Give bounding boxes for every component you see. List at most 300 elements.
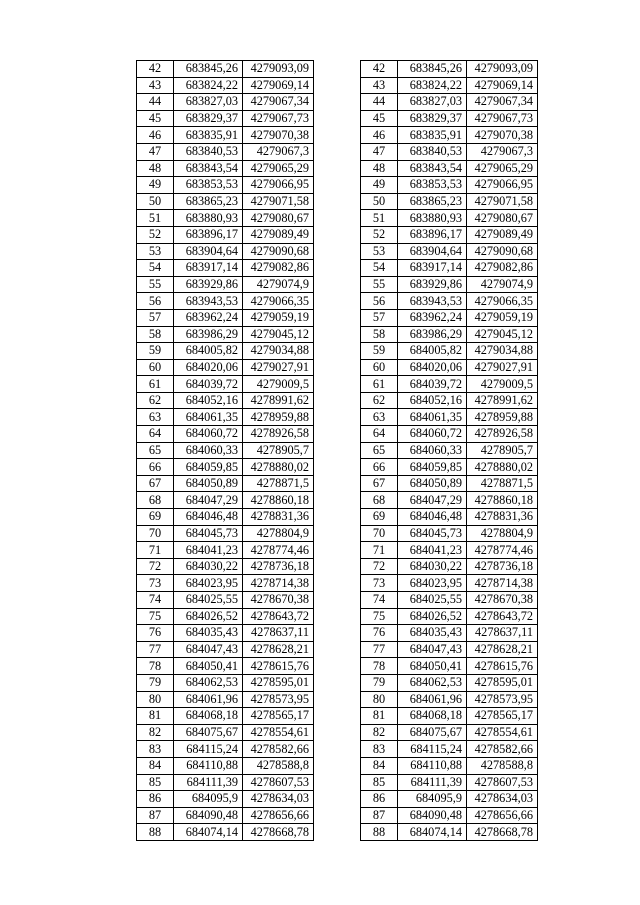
table-row bbox=[361, 509, 538, 526]
table-row bbox=[361, 226, 538, 243]
y-coordinate-cell: 4278959,88 bbox=[243, 409, 314, 426]
table-row bbox=[137, 625, 314, 642]
point-number-cell: 47 bbox=[137, 143, 174, 160]
table-row bbox=[137, 691, 314, 708]
y-coordinate-cell: 4278714,38 bbox=[467, 575, 538, 592]
point-number-cell: 46 bbox=[137, 127, 174, 144]
point-number-cell: 70 bbox=[137, 525, 174, 542]
point-number-cell: 57 bbox=[361, 309, 398, 326]
point-number-cell: 71 bbox=[361, 542, 398, 559]
x-coordinate-cell: 684045,73 bbox=[174, 525, 243, 542]
x-coordinate-cell: 683824,22 bbox=[174, 77, 243, 94]
table-row bbox=[361, 674, 538, 691]
point-number-cell: 72 bbox=[137, 558, 174, 575]
table-row bbox=[137, 177, 314, 194]
table-row bbox=[361, 774, 538, 791]
table-row bbox=[137, 475, 314, 492]
y-coordinate-cell: 4278588,8 bbox=[467, 757, 538, 774]
y-coordinate-cell: 4278565,17 bbox=[467, 708, 538, 725]
x-coordinate-cell: 684060,72 bbox=[174, 426, 243, 443]
x-coordinate-cell: 684052,16 bbox=[398, 392, 467, 409]
y-coordinate-cell: 4279045,12 bbox=[243, 326, 314, 343]
table-row bbox=[137, 791, 314, 808]
x-coordinate-cell: 683986,29 bbox=[398, 326, 467, 343]
y-coordinate-cell: 4279071,58 bbox=[467, 193, 538, 210]
y-coordinate-cell: 4279027,91 bbox=[467, 359, 538, 376]
table-row bbox=[137, 542, 314, 559]
x-coordinate-cell: 684074,14 bbox=[174, 824, 243, 841]
table-row bbox=[137, 824, 314, 841]
x-coordinate-cell: 684047,43 bbox=[398, 641, 467, 658]
table-row bbox=[137, 260, 314, 277]
table-row bbox=[361, 193, 538, 210]
table-row bbox=[361, 592, 538, 609]
table-row bbox=[361, 243, 538, 260]
y-coordinate-cell: 4279027,91 bbox=[243, 359, 314, 376]
x-coordinate-cell: 684061,96 bbox=[398, 691, 467, 708]
y-coordinate-cell: 4279089,49 bbox=[243, 226, 314, 243]
x-coordinate-cell: 684025,55 bbox=[398, 592, 467, 609]
y-coordinate-cell: 4279071,58 bbox=[243, 193, 314, 210]
y-coordinate-cell: 4279059,19 bbox=[467, 309, 538, 326]
y-coordinate-cell: 4278615,76 bbox=[467, 658, 538, 675]
y-coordinate-cell: 4279080,67 bbox=[243, 210, 314, 227]
y-coordinate-cell: 4279066,35 bbox=[243, 293, 314, 310]
y-coordinate-cell: 4279070,38 bbox=[243, 127, 314, 144]
x-coordinate-cell: 684025,55 bbox=[174, 592, 243, 609]
x-coordinate-cell: 684095,9 bbox=[174, 791, 243, 808]
y-coordinate-cell: 4278905,7 bbox=[243, 442, 314, 459]
point-number-cell: 50 bbox=[361, 193, 398, 210]
table-row bbox=[361, 625, 538, 642]
y-coordinate-cell: 4279074,9 bbox=[243, 276, 314, 293]
x-coordinate-cell: 684068,18 bbox=[398, 708, 467, 725]
table-row bbox=[137, 442, 314, 459]
point-number-cell: 49 bbox=[361, 177, 398, 194]
y-coordinate-cell: 4279067,3 bbox=[243, 143, 314, 160]
y-coordinate-cell: 4279066,95 bbox=[243, 177, 314, 194]
y-coordinate-cell: 4279067,73 bbox=[467, 110, 538, 127]
y-coordinate-cell: 4278670,38 bbox=[467, 592, 538, 609]
point-number-cell: 69 bbox=[361, 509, 398, 526]
point-number-cell: 75 bbox=[361, 608, 398, 625]
y-coordinate-cell: 4279090,68 bbox=[243, 243, 314, 260]
point-number-cell: 55 bbox=[137, 276, 174, 293]
table-row bbox=[137, 160, 314, 177]
point-number-cell: 54 bbox=[361, 260, 398, 277]
point-number-cell: 77 bbox=[137, 641, 174, 658]
point-number-cell: 70 bbox=[361, 525, 398, 542]
x-coordinate-cell: 683829,37 bbox=[398, 110, 467, 127]
x-coordinate-cell: 684035,43 bbox=[174, 625, 243, 642]
y-coordinate-cell: 4279080,67 bbox=[467, 210, 538, 227]
x-coordinate-cell: 684023,95 bbox=[398, 575, 467, 592]
y-coordinate-cell: 4278634,03 bbox=[467, 791, 538, 808]
table-row bbox=[361, 442, 538, 459]
point-number-cell: 71 bbox=[137, 542, 174, 559]
x-coordinate-cell: 684050,41 bbox=[398, 658, 467, 675]
x-coordinate-cell: 683962,24 bbox=[398, 309, 467, 326]
table-row bbox=[137, 143, 314, 160]
point-number-cell: 65 bbox=[137, 442, 174, 459]
y-coordinate-cell: 4278926,58 bbox=[467, 426, 538, 443]
x-coordinate-cell: 683865,23 bbox=[174, 193, 243, 210]
x-coordinate-cell: 683917,14 bbox=[174, 260, 243, 277]
y-coordinate-cell: 4278959,88 bbox=[467, 409, 538, 426]
table-row bbox=[137, 658, 314, 675]
x-coordinate-cell: 683840,53 bbox=[398, 143, 467, 160]
x-coordinate-cell: 683843,54 bbox=[174, 160, 243, 177]
x-coordinate-cell: 684068,18 bbox=[174, 708, 243, 725]
x-coordinate-cell: 684020,06 bbox=[174, 359, 243, 376]
x-coordinate-cell: 683962,24 bbox=[174, 309, 243, 326]
x-coordinate-cell: 684052,16 bbox=[174, 392, 243, 409]
table-row bbox=[361, 492, 538, 509]
point-number-cell: 42 bbox=[361, 61, 398, 78]
y-coordinate-cell: 4278637,11 bbox=[243, 625, 314, 642]
point-number-cell: 75 bbox=[137, 608, 174, 625]
point-number-cell: 57 bbox=[137, 309, 174, 326]
y-coordinate-cell: 4278607,53 bbox=[243, 774, 314, 791]
point-number-cell: 78 bbox=[137, 658, 174, 675]
table-row bbox=[137, 757, 314, 774]
y-coordinate-cell: 4278607,53 bbox=[467, 774, 538, 791]
x-coordinate-cell: 684110,88 bbox=[174, 757, 243, 774]
point-number-cell: 63 bbox=[137, 409, 174, 426]
point-number-cell: 53 bbox=[137, 243, 174, 260]
point-number-cell: 46 bbox=[361, 127, 398, 144]
y-coordinate-cell: 4279082,86 bbox=[243, 260, 314, 277]
table-row bbox=[137, 110, 314, 127]
y-coordinate-cell: 4279009,5 bbox=[467, 376, 538, 393]
point-number-cell: 45 bbox=[361, 110, 398, 127]
y-coordinate-cell: 4278628,21 bbox=[243, 641, 314, 658]
x-coordinate-cell: 683929,86 bbox=[174, 276, 243, 293]
x-coordinate-cell: 684050,89 bbox=[398, 475, 467, 492]
y-coordinate-cell: 4278804,9 bbox=[467, 525, 538, 542]
point-number-cell: 88 bbox=[137, 824, 174, 841]
point-number-cell: 77 bbox=[361, 641, 398, 658]
point-number-cell: 61 bbox=[137, 376, 174, 393]
point-number-cell: 82 bbox=[361, 724, 398, 741]
x-coordinate-cell: 683880,93 bbox=[398, 210, 467, 227]
point-number-cell: 64 bbox=[361, 426, 398, 443]
table-row bbox=[137, 309, 314, 326]
table-row bbox=[361, 757, 538, 774]
point-number-cell: 72 bbox=[361, 558, 398, 575]
table-row bbox=[137, 77, 314, 94]
point-number-cell: 84 bbox=[137, 757, 174, 774]
table-row bbox=[361, 77, 538, 94]
x-coordinate-cell: 684090,48 bbox=[174, 807, 243, 824]
table-row bbox=[361, 459, 538, 476]
y-coordinate-cell: 4278880,02 bbox=[243, 459, 314, 476]
x-coordinate-cell: 684111,39 bbox=[174, 774, 243, 791]
point-number-cell: 84 bbox=[361, 757, 398, 774]
table-row bbox=[361, 575, 538, 592]
table-row bbox=[137, 243, 314, 260]
y-coordinate-cell: 4278634,03 bbox=[243, 791, 314, 808]
x-coordinate-cell: 684090,48 bbox=[398, 807, 467, 824]
x-coordinate-cell: 683835,91 bbox=[174, 127, 243, 144]
y-coordinate-cell: 4279045,12 bbox=[467, 326, 538, 343]
point-number-cell: 62 bbox=[137, 392, 174, 409]
point-number-cell: 64 bbox=[137, 426, 174, 443]
y-coordinate-cell: 4278595,01 bbox=[467, 674, 538, 691]
table-row bbox=[137, 210, 314, 227]
y-coordinate-cell: 4279067,34 bbox=[467, 94, 538, 111]
x-coordinate-cell: 684075,67 bbox=[398, 724, 467, 741]
point-number-cell: 86 bbox=[137, 791, 174, 808]
point-number-cell: 50 bbox=[137, 193, 174, 210]
table-row bbox=[361, 376, 538, 393]
y-coordinate-cell: 4278804,9 bbox=[243, 525, 314, 542]
point-number-cell: 65 bbox=[361, 442, 398, 459]
y-coordinate-cell: 4278656,66 bbox=[243, 807, 314, 824]
point-number-cell: 61 bbox=[361, 376, 398, 393]
table-row bbox=[361, 409, 538, 426]
point-number-cell: 49 bbox=[137, 177, 174, 194]
table-row bbox=[137, 459, 314, 476]
point-number-cell: 76 bbox=[361, 625, 398, 642]
y-coordinate-cell: 4278736,18 bbox=[467, 558, 538, 575]
y-coordinate-cell: 4279067,3 bbox=[467, 143, 538, 160]
x-coordinate-cell: 684030,22 bbox=[398, 558, 467, 575]
table-row bbox=[361, 160, 538, 177]
point-number-cell: 62 bbox=[361, 392, 398, 409]
x-coordinate-cell: 684023,95 bbox=[174, 575, 243, 592]
table-row bbox=[137, 392, 314, 409]
point-number-cell: 43 bbox=[137, 77, 174, 94]
table-row bbox=[137, 226, 314, 243]
x-coordinate-cell: 684060,33 bbox=[398, 442, 467, 459]
table-row bbox=[361, 326, 538, 343]
x-coordinate-cell: 683865,23 bbox=[398, 193, 467, 210]
point-number-cell: 48 bbox=[361, 160, 398, 177]
y-coordinate-cell: 4279069,14 bbox=[467, 77, 538, 94]
x-coordinate-cell: 684060,33 bbox=[174, 442, 243, 459]
point-number-cell: 59 bbox=[137, 343, 174, 360]
point-number-cell: 66 bbox=[361, 459, 398, 476]
x-coordinate-cell: 684075,67 bbox=[174, 724, 243, 741]
table-row bbox=[137, 376, 314, 393]
table-row bbox=[137, 774, 314, 791]
point-number-cell: 83 bbox=[361, 741, 398, 758]
y-coordinate-cell: 4279067,73 bbox=[243, 110, 314, 127]
x-coordinate-cell: 684046,48 bbox=[174, 509, 243, 526]
point-number-cell: 45 bbox=[137, 110, 174, 127]
y-coordinate-cell: 4278628,21 bbox=[467, 641, 538, 658]
y-coordinate-cell: 4279070,38 bbox=[467, 127, 538, 144]
y-coordinate-cell: 4278656,66 bbox=[467, 807, 538, 824]
x-coordinate-cell: 684061,35 bbox=[398, 409, 467, 426]
y-coordinate-cell: 4278573,95 bbox=[467, 691, 538, 708]
y-coordinate-cell: 4278736,18 bbox=[243, 558, 314, 575]
y-coordinate-cell: 4279009,5 bbox=[243, 376, 314, 393]
table-row bbox=[361, 177, 538, 194]
y-coordinate-cell: 4278774,46 bbox=[467, 542, 538, 559]
y-coordinate-cell: 4278831,36 bbox=[243, 509, 314, 526]
table-row bbox=[137, 807, 314, 824]
table-row bbox=[361, 94, 538, 111]
table-row bbox=[361, 525, 538, 542]
x-coordinate-cell: 684062,53 bbox=[174, 674, 243, 691]
table-row bbox=[361, 61, 538, 78]
x-coordinate-cell: 683896,17 bbox=[174, 226, 243, 243]
y-coordinate-cell: 4278880,02 bbox=[467, 459, 538, 476]
point-number-cell: 79 bbox=[137, 674, 174, 691]
y-coordinate-cell: 4278643,72 bbox=[243, 608, 314, 625]
x-coordinate-cell: 684047,29 bbox=[398, 492, 467, 509]
table-row bbox=[137, 409, 314, 426]
table-row bbox=[137, 61, 314, 78]
y-coordinate-cell: 4279093,09 bbox=[467, 61, 538, 78]
point-number-cell: 47 bbox=[361, 143, 398, 160]
table-row bbox=[361, 276, 538, 293]
x-coordinate-cell: 683904,64 bbox=[398, 243, 467, 260]
x-coordinate-cell: 683827,03 bbox=[398, 94, 467, 111]
y-coordinate-cell: 4278643,72 bbox=[467, 608, 538, 625]
x-coordinate-cell: 683943,53 bbox=[398, 293, 467, 310]
x-coordinate-cell: 684059,85 bbox=[398, 459, 467, 476]
point-number-cell: 73 bbox=[137, 575, 174, 592]
y-coordinate-cell: 4279066,35 bbox=[467, 293, 538, 310]
y-coordinate-cell: 4278588,8 bbox=[243, 757, 314, 774]
point-number-cell: 48 bbox=[137, 160, 174, 177]
x-coordinate-cell: 683845,26 bbox=[398, 61, 467, 78]
table-row bbox=[137, 426, 314, 443]
y-coordinate-cell: 4278565,17 bbox=[243, 708, 314, 725]
y-coordinate-cell: 4279093,09 bbox=[243, 61, 314, 78]
x-coordinate-cell: 684026,52 bbox=[398, 608, 467, 625]
table-row bbox=[137, 359, 314, 376]
y-coordinate-cell: 4278860,18 bbox=[467, 492, 538, 509]
x-coordinate-cell: 683824,22 bbox=[398, 77, 467, 94]
point-number-cell: 81 bbox=[137, 708, 174, 725]
y-coordinate-cell: 4278595,01 bbox=[243, 674, 314, 691]
point-number-cell: 86 bbox=[361, 791, 398, 808]
x-coordinate-cell: 684039,72 bbox=[398, 376, 467, 393]
y-coordinate-cell: 4278582,66 bbox=[243, 741, 314, 758]
point-number-cell: 74 bbox=[361, 592, 398, 609]
table-row bbox=[361, 293, 538, 310]
point-number-cell: 58 bbox=[137, 326, 174, 343]
x-coordinate-cell: 684047,29 bbox=[174, 492, 243, 509]
table-row bbox=[137, 608, 314, 625]
x-coordinate-cell: 684074,14 bbox=[398, 824, 467, 841]
point-number-cell: 67 bbox=[361, 475, 398, 492]
y-coordinate-cell: 4278670,38 bbox=[243, 592, 314, 609]
y-coordinate-cell: 4279067,34 bbox=[243, 94, 314, 111]
table-row bbox=[361, 708, 538, 725]
y-coordinate-cell: 4279066,95 bbox=[467, 177, 538, 194]
table-row bbox=[137, 674, 314, 691]
x-coordinate-cell: 684095,9 bbox=[398, 791, 467, 808]
x-coordinate-cell: 683904,64 bbox=[174, 243, 243, 260]
x-coordinate-cell: 683840,53 bbox=[174, 143, 243, 160]
x-coordinate-cell: 683829,37 bbox=[174, 110, 243, 127]
x-coordinate-cell: 683880,93 bbox=[174, 210, 243, 227]
x-coordinate-cell: 684115,24 bbox=[174, 741, 243, 758]
point-number-cell: 60 bbox=[361, 359, 398, 376]
point-number-cell: 56 bbox=[137, 293, 174, 310]
point-number-cell: 76 bbox=[137, 625, 174, 642]
x-coordinate-cell: 683943,53 bbox=[174, 293, 243, 310]
x-coordinate-cell: 684026,52 bbox=[174, 608, 243, 625]
x-coordinate-cell: 683845,26 bbox=[174, 61, 243, 78]
x-coordinate-cell: 684061,96 bbox=[174, 691, 243, 708]
table-row bbox=[361, 807, 538, 824]
y-coordinate-cell: 4278871,5 bbox=[243, 475, 314, 492]
point-number-cell: 78 bbox=[361, 658, 398, 675]
point-number-cell: 80 bbox=[137, 691, 174, 708]
point-number-cell: 81 bbox=[361, 708, 398, 725]
point-number-cell: 85 bbox=[137, 774, 174, 791]
y-coordinate-cell: 4278582,66 bbox=[467, 741, 538, 758]
point-number-cell: 69 bbox=[137, 509, 174, 526]
point-number-cell: 44 bbox=[137, 94, 174, 111]
point-number-cell: 80 bbox=[361, 691, 398, 708]
coordinate-table-right-body bbox=[361, 61, 538, 841]
x-coordinate-cell: 684005,82 bbox=[174, 343, 243, 360]
table-row bbox=[361, 309, 538, 326]
point-number-cell: 52 bbox=[361, 226, 398, 243]
y-coordinate-cell: 4279034,88 bbox=[243, 343, 314, 360]
point-number-cell: 43 bbox=[361, 77, 398, 94]
point-number-cell: 67 bbox=[137, 475, 174, 492]
table-row bbox=[137, 575, 314, 592]
point-number-cell: 52 bbox=[137, 226, 174, 243]
table-row bbox=[137, 592, 314, 609]
point-number-cell: 63 bbox=[361, 409, 398, 426]
table-row bbox=[361, 741, 538, 758]
table-row bbox=[361, 127, 538, 144]
table-row bbox=[361, 608, 538, 625]
x-coordinate-cell: 684041,23 bbox=[174, 542, 243, 559]
point-number-cell: 74 bbox=[137, 592, 174, 609]
point-number-cell: 82 bbox=[137, 724, 174, 741]
x-coordinate-cell: 684041,23 bbox=[398, 542, 467, 559]
y-coordinate-cell: 4279065,29 bbox=[467, 160, 538, 177]
x-coordinate-cell: 684115,24 bbox=[398, 741, 467, 758]
table-row bbox=[137, 741, 314, 758]
x-coordinate-cell: 683986,29 bbox=[174, 326, 243, 343]
table-row bbox=[361, 143, 538, 160]
y-coordinate-cell: 4279089,49 bbox=[467, 226, 538, 243]
x-coordinate-cell: 684060,72 bbox=[398, 426, 467, 443]
y-coordinate-cell: 4278554,61 bbox=[243, 724, 314, 741]
y-coordinate-cell: 4278668,78 bbox=[243, 824, 314, 841]
y-coordinate-cell: 4278615,76 bbox=[243, 658, 314, 675]
x-coordinate-cell: 684061,35 bbox=[174, 409, 243, 426]
point-number-cell: 44 bbox=[361, 94, 398, 111]
x-coordinate-cell: 683929,86 bbox=[398, 276, 467, 293]
table-row bbox=[137, 127, 314, 144]
table-row bbox=[361, 359, 538, 376]
table-row bbox=[137, 558, 314, 575]
point-number-cell: 83 bbox=[137, 741, 174, 758]
table-row bbox=[361, 210, 538, 227]
table-row bbox=[361, 724, 538, 741]
x-coordinate-cell: 684047,43 bbox=[174, 641, 243, 658]
x-coordinate-cell: 683853,53 bbox=[174, 177, 243, 194]
point-number-cell: 54 bbox=[137, 260, 174, 277]
table-row bbox=[361, 641, 538, 658]
x-coordinate-cell: 684045,73 bbox=[398, 525, 467, 542]
point-number-cell: 87 bbox=[137, 807, 174, 824]
coordinate-table-right bbox=[360, 60, 538, 841]
table-row bbox=[361, 791, 538, 808]
